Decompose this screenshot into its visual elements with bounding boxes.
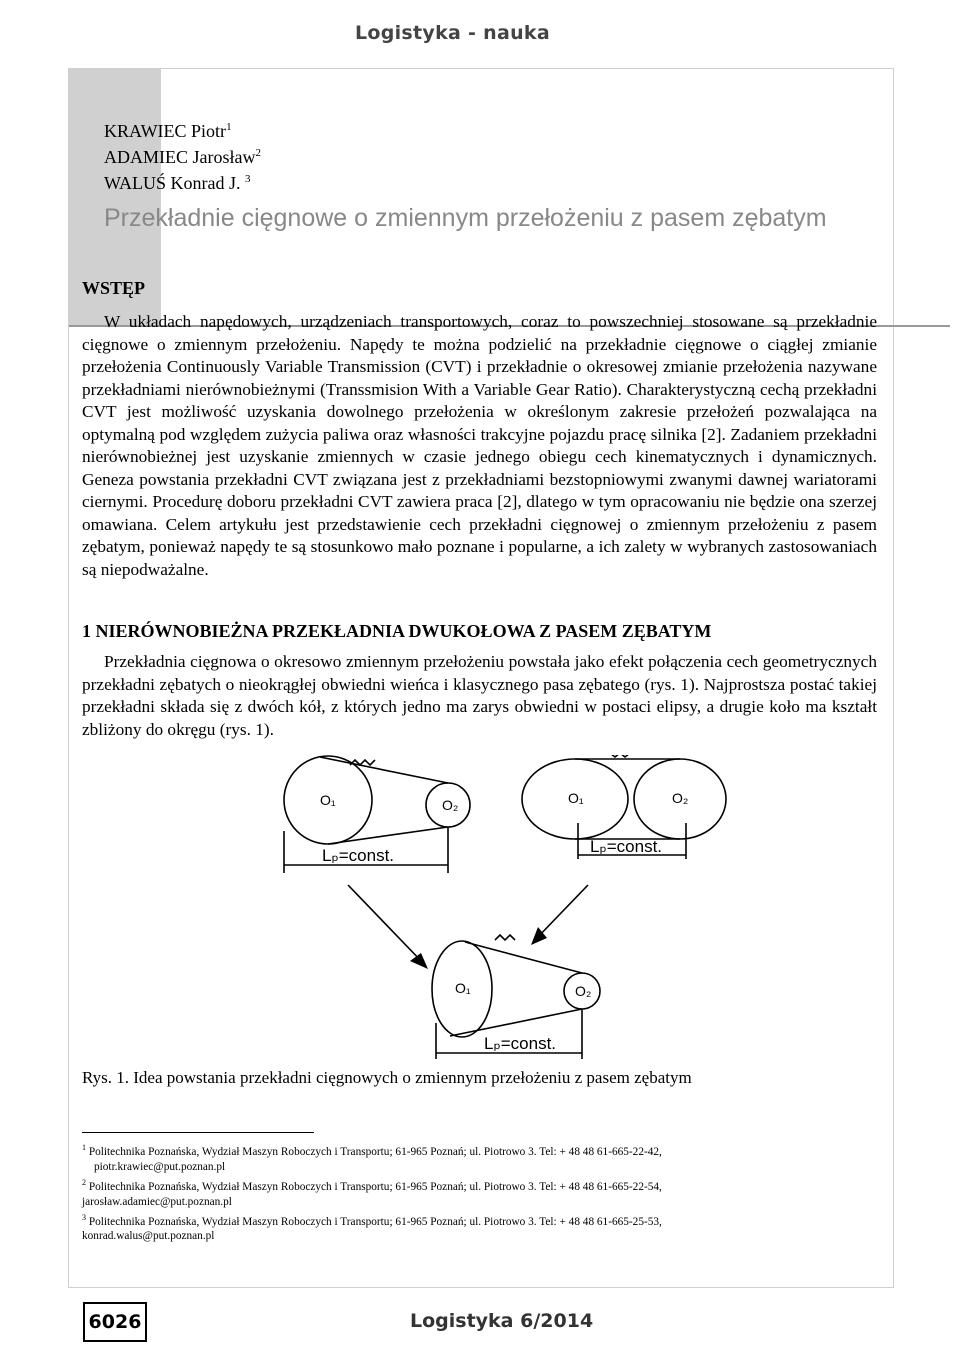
footnote-2: $^2$ Politechnika Poznańska, Wydział Maszyn Roboczych i Transportu; 61-965 Poznań; ul. Piotrowo 3. Tel: + 48 48 61-665-22-54, jarosław.adamiec@put.poznan.pl — [82, 1175, 782, 1210]
o1-label: O₁ — [320, 792, 336, 808]
o1-label: O₁ — [455, 980, 471, 996]
footnote-email: piotr.krawiec@put.poznan.pl — [94, 1160, 226, 1173]
belt-bottom-left — [328, 827, 448, 844]
arrow-line-left — [348, 885, 425, 965]
footnote-email: jarosław.adamiec@put.poznan.pl — [82, 1195, 232, 1208]
author-2: ADAMIEC Jarosław$^2$ — [104, 147, 261, 167]
footnote-1: $^1$ Politechnika Poznańska, Wydział Maszyn Roboczych i Transportu; 61-965 Poznań; ul. Piotrowo 3. Tel: + 48 48 61-665-22-42, piotr.krawiec@put.poznan.pl — [82, 1140, 782, 1175]
footnote-email: konrad.walus@put.poznan.pl — [82, 1230, 215, 1243]
footnote-divider — [82, 1132, 314, 1133]
arrow-head-icon-left — [410, 953, 428, 969]
belt-teeth-icon-2 — [610, 755, 630, 757]
journal-header: Logistyka - nauka — [354, 22, 550, 44]
footnote-3: $^3$ Politechnika Poznańska, Wydział Maszyn Roboczych i Transportu; 61-965 Poznań; ul. Piotrowo 3. Tel: + 48 48 61-665-25-53, konrad.walus@put.poznan.pl — [82, 1210, 782, 1245]
section-heading-1: 1 NIERÓWNOBIEŻNA PRZEKŁADNIA DWUKOŁOWA Z PASEM ZĘBATYM — [82, 621, 712, 641]
o2-label: O₂ — [672, 790, 689, 806]
o2-label: O₂ — [575, 983, 592, 999]
footnotes — [82, 1140, 782, 1244]
section-1-paragraph: Przekładnia cięgnowa o okresowo zmiennym przełożeniu powstała jako efekt połączenia cech geometrycznych przekładni zębatych o nieokrągłej obwiedni wieńca i klasycznego pasa zębatego (rys. 1). Najprostsza postać takiej przekładni składa się z dwóch kół, z których jedno ma zarys obwiedni w postaci elipsy, a drugie koło ma kształt zbliżony do okręgu (rys. 1). — [82, 652, 877, 739]
length-label: Lₚ=const. — [590, 837, 663, 856]
belt-teeth-icon-3 — [495, 935, 515, 940]
o1-label: O₁ — [568, 790, 584, 806]
journal-issue: Logistyka 6/2014 — [410, 1310, 594, 1332]
intro-paragraph: W układach napędowych, urządzeniach transportowych, coraz to powszechniej stosowane są przekładnie cięgnowe o zmiennym przełożeniu. Napędy te można podzielić na przekładnie cięgnowe o ciągłej zmianie przełożenia Continuously Variable Transmission (CVT) i przekładnie o okresowej zmianie przełożenia nazywane przekładniami nierównobieżnymi (Transsmision With a Variable Gear Ratio). Charakterystyczną cechą przekładni CVT jest możliwość uzyskania dowolnego przełożenia w określonym zakresie przełożeń pozwalająca na optymalną pod względem zużycia paliwa oraz własności trakcyjne pojazdu pracę silnika [2]. Zadaniem przekładni nierównobieżnej jest uzyskanie zmiennych w czasie jednego obiegu cech kinematycznych i dynamicznych. Geneza powstania przekładni CVT związana jest z przekładniami bezstopniowymi zwanymi dawnej wariatorami ciernymi. Procedurę doboru przekładni CVT zawiera praca [2], dlatego w tym opracowaniu nie będzie ona szerzej omawiana. Celem artykułu jest przedstawienie cech przekładni cięgnowej o zmiennym przełożeniu z pasem zębatym, ponieważ napędy te są stosunkowo mało poznane i popularne, a ich zalety w wybranych zastosowaniach są niepodważalne. — [82, 312, 877, 579]
belt-top-left — [320, 757, 448, 783]
page-number: 6026 — [83, 1302, 147, 1342]
article-title: Przekładnie cięgnowe o zmiennym przełożeniu z pasem zębatym — [104, 204, 827, 232]
o2-label: O₂ — [442, 797, 459, 813]
belt-top-bottom — [465, 942, 582, 973]
arrow-line-right — [535, 885, 588, 940]
author-list — [104, 116, 261, 194]
figure-caption: Rys. 1. Idea powstania przekładni cięgnowych o zmiennym przełożeniu z pasem zębatym — [82, 1068, 692, 1087]
belt-bottom-bottom — [450, 1009, 582, 1036]
belt-transmission-figure — [210, 755, 730, 1065]
length-label: Lₚ=const. — [484, 1034, 557, 1053]
author-1: KRAWIEC Piotr$^1$ — [104, 121, 232, 141]
section-heading-intro: WSTĘP — [82, 278, 146, 298]
author-3: WALUŚ Konrad J. $^3$ — [104, 173, 251, 193]
length-label: Lₚ=const. — [322, 846, 395, 865]
